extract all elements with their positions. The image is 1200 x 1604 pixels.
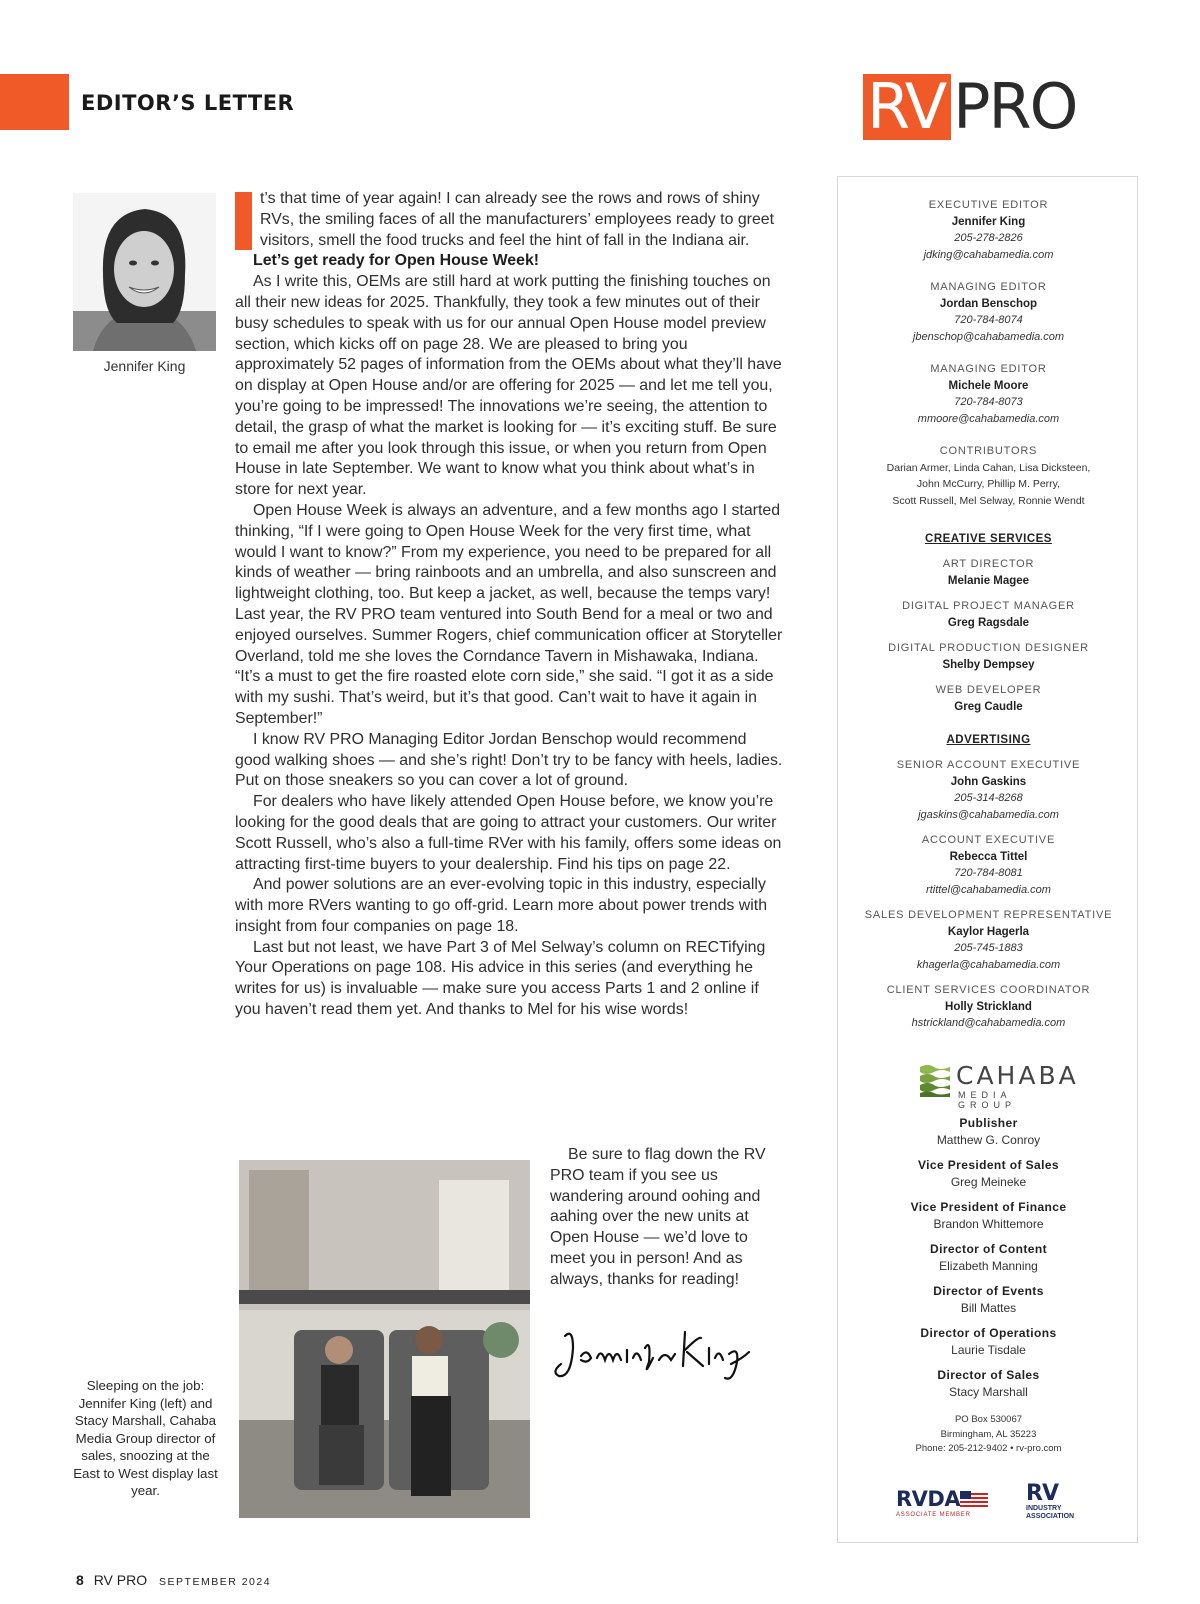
section-title: EDITOR’S LETTER [81,91,295,115]
cahaba-wave-icon [918,1063,952,1097]
article-paragraph: t’s that time of year again! I can already see the rows and rows of shiny RVs, the smiling faces of all the manufacturers’ employees ready to greet visitors, smell the food trucks and feel the hint of fall in the Indiana air. [235,189,783,251]
rvia-wordmark: RV [1026,1481,1058,1506]
masthead-art-director [838,556,1139,589]
exec-name: Brandon Whittemore [933,1216,1044,1231]
address-line: Phone: 205-212-9402 • rv-pro.com [915,1443,1062,1454]
role-label: SENIOR ACCOUNT EXECUTIVE [896,759,1081,771]
staff-name: Kaylor Hagerla [947,925,1030,938]
staff-email[interactable]: rtittel@cahabamedia.com [926,883,1051,896]
role-label: DIGITAL PROJECT MANAGER [902,600,1075,612]
exec-title: Director of Operations [920,1326,1057,1340]
article-paragraph: And power solutions are an ever-evolving topic in this industry, especially with more RVers wanting to go off-grid. Learn more about power trends with insight from four companies on page 18. [235,876,768,935]
staff-name: Greg Ragsdale [947,616,1030,629]
masthead-digital-pd [838,640,1139,673]
exec-title: Vice President of Finance [910,1200,1067,1214]
role-label: MANAGING EDITOR [930,363,1047,375]
staff-name: Michele Moore [948,379,1029,392]
masthead-senior-ae [838,757,1139,823]
exec-entry [838,1241,1139,1274]
exec-entry [838,1199,1139,1232]
page-footer [76,1572,271,1588]
role-label: ART DIRECTOR [942,558,1035,570]
staff-name: Jennifer King [951,215,1026,228]
staff-name: Shelby Dempsey [942,658,1035,671]
role-label: EXECUTIVE EDITOR [928,199,1049,211]
exec-entry [838,1157,1139,1190]
staff-name: Holly Strickland [945,1000,1032,1013]
contributors-line: Scott Russell, Mel Selway, Ronnie Wendt [892,494,1085,507]
cahaba-media-logo[interactable] [918,1061,1079,1110]
advertising-heading: ADVERTISING [946,734,1031,746]
logo-rv: RV [863,74,951,140]
staff-email[interactable]: khagerla@cahabamedia.com [916,958,1061,971]
staff-email[interactable]: jdking@cahabamedia.com [923,248,1054,261]
contributors-line: John McCurry, Phillip M. Perry, [916,478,1061,490]
staff-email[interactable]: hstrickland@cahabamedia.com [911,1017,1066,1029]
exec-name: Laurie Tisdale [951,1342,1026,1357]
staff-name: Jordan Benschop [939,297,1038,310]
exec-name: Matthew G. Conroy [936,1132,1041,1147]
drop-cap [235,192,252,250]
role-label: DIGITAL PRODUCTION DESIGNER [888,642,1089,654]
role-label: CONTRIBUTORS [939,445,1038,457]
showroom-photo [239,1160,530,1518]
exec-entry [838,1325,1139,1358]
role-label: WEB DEVELOPER [935,684,1042,696]
exec-name: Greg Meineke [950,1174,1027,1189]
staff-phone: 720-784-8074 [954,314,1023,326]
role-label: CLIENT SERVICES COORDINATOR [886,984,1091,996]
exec-name: Bill Mattes [960,1300,1017,1315]
publisher-address [838,1413,1139,1457]
masthead-ae [838,832,1139,898]
masthead-contributors [838,443,1139,509]
masthead-panel [837,176,1138,1543]
staff-email[interactable]: jbenschop@cahabamedia.com [912,330,1065,343]
masthead-sdr [838,907,1139,973]
staff-phone: 720-784-8081 [954,867,1023,879]
masthead-managing-editor [838,279,1139,345]
issue-date: SEPTEMBER 2024 [159,1576,272,1588]
article-paragraph: Be sure to flag down the RV PRO team if you see us wandering around oohing and aahing over the new units at Open House — we’d love to meet you in person! And as always, thanks for reading! [550,1146,766,1288]
flag-icon [960,1491,988,1509]
exec-entry [838,1283,1139,1316]
staff-phone: 205-314-8268 [954,792,1023,804]
rvda-logo[interactable] [896,1487,992,1521]
exec-entry [838,1115,1139,1148]
exec-title: Vice President of Sales [917,1158,1060,1172]
staff-name: John Gaskins [950,775,1027,788]
article-closing [550,1145,780,1291]
rvda-wordmark: RVDA [896,1487,961,1511]
article-subheading: Let’s get ready for Open House Week! [253,252,540,270]
exec-title: Director of Content [930,1242,1047,1256]
role-label: ACCOUNT EXECUTIVE [921,834,1056,846]
staff-phone: 720-784-8073 [954,396,1023,408]
staff-email[interactable]: mmoore@cahabamedia.com [917,412,1060,425]
article-paragraph: I know RV PRO Managing Editor Jordan Benschop would recommend good walking shoes — and she’s right! Don’t try to be fancy with heels, ladies. Put on those sneakers so you can cover a lot of ground. [235,730,783,790]
masthead-web-developer [838,682,1139,715]
role-label: MANAGING EDITOR [930,281,1047,293]
exec-title: Publisher [959,1116,1018,1130]
cahaba-wordmark: CAHABA [956,1061,1079,1090]
staff-name: Melanie Magee [947,574,1030,587]
staff-email[interactable]: jgaskins@cahabamedia.com [918,808,1059,821]
article-body [235,189,783,1021]
exec-name: Elizabeth Manning [939,1258,1038,1273]
staff-phone: 205-278-2826 [954,232,1023,244]
rvia-logo[interactable] [1024,1481,1088,1521]
masthead-csc [838,982,1139,1032]
signature-image [553,1318,763,1392]
rvda-subtitle: ASSOCIATE MEMBER [896,1512,971,1518]
rv-pro-logo[interactable] [863,70,1077,143]
article-paragraph: For dealers who have likely attended Open House before, we know you’re looking for the good deals that are going to attract your customers. Our writer Scott Russell, who’s also a full-time RVer with his family, offers some ideas on attracting first-time buyers to your dealership. Find his tips on page 22. [235,793,782,873]
address-line: Birmingham, AL 35223 [940,1428,1037,1440]
exec-title: Director of Sales [937,1368,1040,1382]
photo-caption: Sleeping on the job: Jennifer King (left) and Stacy Marshall, Cahaba Media Group director of sales, snoozing at the East to West display last year. [73,1378,218,1498]
rvia-subtitle: INDUSTRY ASSOCIATION [1026,1505,1075,1520]
article-paragraph: Last but not least, we have Part 3 of Mel Selway’s column on RECTifying Your Operations on page 108. His advice in this series (and everything he writes for us) is invaluable — make sure you access Parts 1 and 2 online if you haven’t read them yet. And thanks to Mel for his wise words! [235,938,766,1019]
logo-pro: PRO [953,70,1077,143]
staff-name: Greg Caudle [954,700,1023,713]
masthead-digital-pm [838,598,1139,631]
creative-services-heading: CREATIVE SERVICES [925,533,1052,545]
masthead-managing-editor [838,361,1139,427]
exec-name: Stacy Marshall [949,1384,1028,1399]
masthead-executive-editor [838,197,1139,263]
staff-name: Rebecca Tittel [949,850,1028,863]
editor-portrait-image [73,193,216,351]
page-number: 8 [76,1572,84,1588]
cahaba-subtitle: MEDIA GROUP [958,1090,1017,1110]
portrait-caption: Jennifer King [103,358,186,374]
article-paragraph: As I write this, OEMs are still hard at work putting the finishing touches on all their new ideas for 2025. Thankfully, they took a few minutes out of their busy schedules to speak with us for our annual Open House model preview section, which kicks off on page 28. We are pleased to bring you approximately 52 pages of information from the OEMs about what they’ll have on display at Open House and/or are offering for 2025 — and let me tell you, you’re going to be impressed! The innovations we’re seeing, the attention to detail, the grasp of what the market is looking for — it’s exciting stuff. Be sure to email me after you look through this issue, or when you return from Open House in late September. We want to know what you think about what’s in store for next year. [235,273,782,499]
staff-phone: 205-745-1883 [954,942,1023,954]
role-label: SALES DEVELOPMENT REPRESENTATIVE [864,909,1113,921]
exec-title: Director of Events [933,1284,1044,1298]
header-accent-block [0,74,69,130]
address-line: PO Box 530067 [954,1414,1023,1425]
exec-entry [838,1367,1139,1400]
contributors-line: Darian Armer, Linda Cahan, Lisa Dicksteen, [886,461,1091,474]
publication-name: RV PRO [93,1572,148,1588]
article-paragraph: Open House Week is always an adventure, and a few months ago I started thinking, “If I were going to Open House Week for the very first time, what would I want to know?” From my experience, you need to be prepared for all kinds of weather — bring rainboots and an umbrella, and also sunscreen and lightweight clothing, too. But keep a jacket, as well, because the temps vary! Last year, the RV PRO team ventured into South Bend for a meal or two and enjoyed ourselves. Summer Rogers, chief communication officer at Storyteller Overland, told me she loves the Corndance Tavern in Mishawaka, Indiana. “It’s a must to get the fire roasted elote corn side,” she said. “I got it as a side with my sushi. That’s weird, but it’s that good. Can’t wait to have it again in September!” [235,501,783,727]
